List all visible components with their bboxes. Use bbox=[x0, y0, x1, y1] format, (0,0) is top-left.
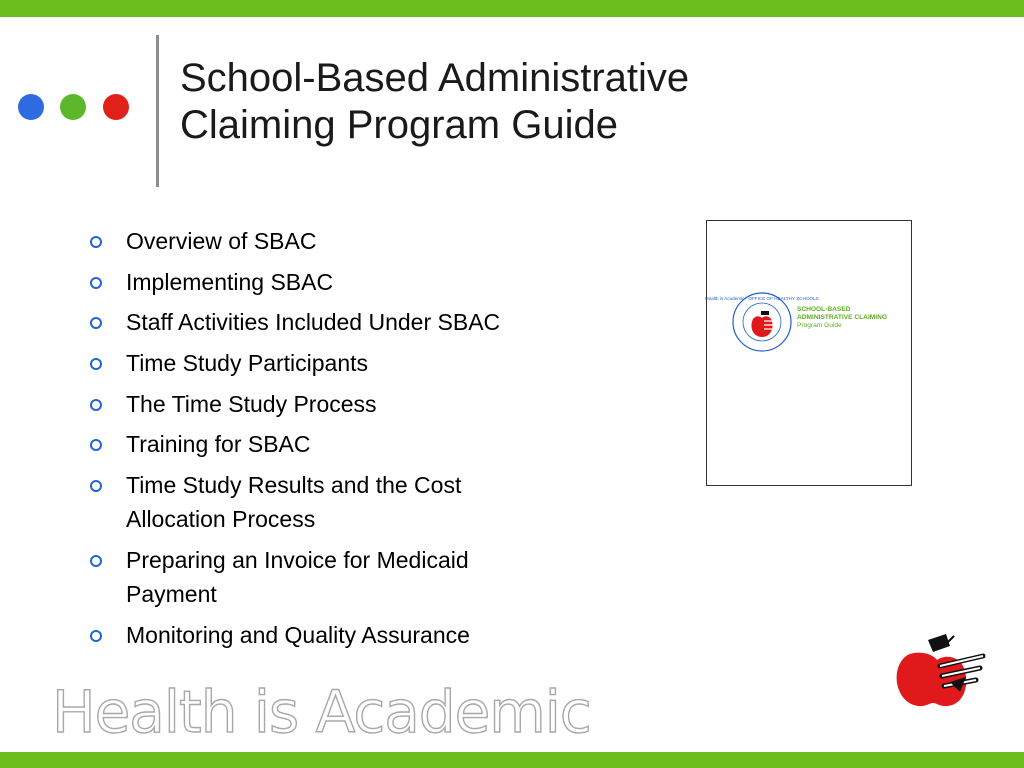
health-is-academic-seal-icon bbox=[705, 291, 819, 353]
bullet-text: The Time Study Process bbox=[126, 390, 377, 417]
slide-title-line: Claiming Program Guide bbox=[180, 103, 618, 147]
bullet-icon bbox=[90, 630, 102, 642]
slide-title-line: School-Based Administrative bbox=[180, 56, 690, 100]
bottom-accent-bar bbox=[0, 752, 1024, 768]
bullet-text: Payment bbox=[126, 580, 217, 607]
cover-title bbox=[797, 306, 907, 322]
bullet-text: Training for SBAC bbox=[126, 431, 311, 458]
top-accent-bar bbox=[0, 0, 1024, 17]
red-dot-icon bbox=[103, 94, 129, 120]
bullet-icon bbox=[90, 399, 102, 411]
list-item bbox=[86, 305, 646, 339]
list-item bbox=[86, 543, 646, 611]
bullet-icon bbox=[90, 555, 102, 567]
list-item bbox=[86, 265, 646, 299]
list-item bbox=[86, 387, 646, 421]
bullet-text: Allocation Process bbox=[126, 506, 316, 533]
title-divider bbox=[156, 35, 159, 187]
list-item bbox=[86, 346, 646, 380]
apple-logo-icon bbox=[888, 630, 988, 710]
program-guide-cover-image bbox=[706, 220, 912, 486]
bullet-text: Preparing an Invoice for Medicaid bbox=[126, 546, 469, 573]
bullet-icon bbox=[90, 317, 102, 329]
bullet-list bbox=[86, 224, 646, 658]
bullet-icon bbox=[90, 358, 102, 370]
bullet-text: Implementing SBAC bbox=[126, 268, 334, 295]
bullet-text: Overview of SBAC bbox=[126, 228, 317, 254]
bullet-text: Staff Activities Included Under SBAC bbox=[126, 309, 501, 336]
list-item bbox=[86, 224, 646, 258]
blue-dot-icon bbox=[18, 94, 44, 120]
health-is-academic-logo: Health is Academic bbox=[52, 678, 591, 746]
slide-title bbox=[180, 55, 820, 149]
bullet-icon bbox=[90, 236, 102, 248]
bullet-icon bbox=[90, 480, 102, 492]
cover-title-line: SCHOOL-BASED bbox=[797, 306, 851, 313]
green-dot-icon bbox=[60, 94, 86, 120]
bullet-icon bbox=[90, 277, 102, 289]
bullet-text: Time Study Results and the Cost bbox=[126, 472, 462, 499]
cover-subtitle: Program Guide bbox=[797, 322, 842, 329]
bullet-text: Time Study Participants bbox=[126, 350, 369, 377]
list-item bbox=[86, 468, 646, 536]
list-item bbox=[86, 427, 646, 461]
bullet-text: Monitoring and Quality Assurance bbox=[126, 621, 470, 648]
seal-text: Health is Academic · OFFICE OF HEALTHY SCHOOLS bbox=[705, 296, 819, 301]
cover-title-line: ADMINISTRATIVE CLAIMING bbox=[797, 314, 887, 321]
list-item bbox=[86, 618, 646, 652]
bullet-icon bbox=[90, 439, 102, 451]
